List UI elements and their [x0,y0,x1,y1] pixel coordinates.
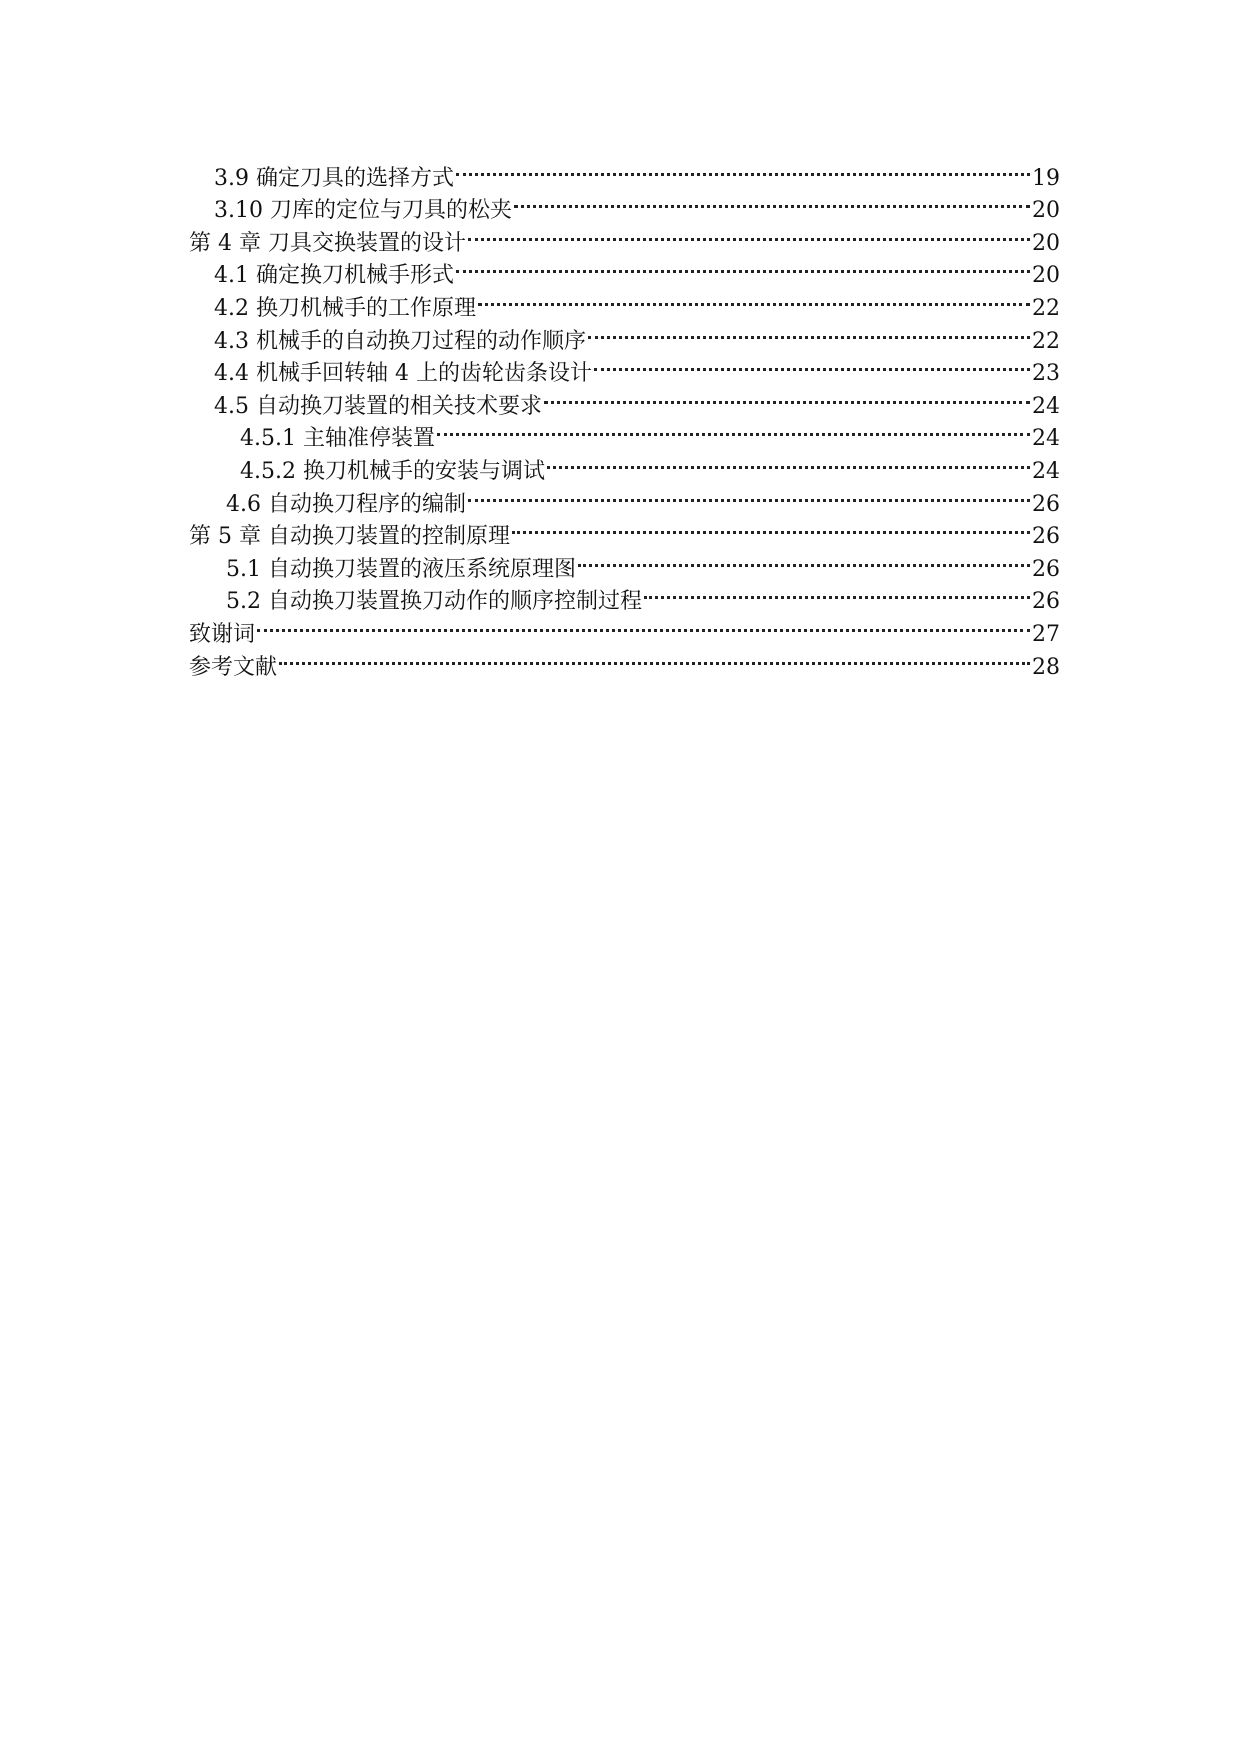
toc-entry-page: 28 [1032,654,1060,680]
toc-leader-dots [512,511,1030,544]
toc-entry-title: 致谢词 [189,621,256,647]
toc-entry-title: 4.5.2 换刀机械手的安装与调试 [240,458,545,484]
toc-entry-title: 第 5 章 自动换刀装置的控制原理 [189,524,510,550]
toc-entry-page: 26 [1032,524,1060,550]
toc-entry-title: 4.6 自动换刀程序的编制 [226,491,466,517]
toc-entry-page: 26 [1032,491,1060,517]
toc-entry-page: 26 [1032,556,1060,582]
toc-entry-title: 4.1 确定换刀机械手形式 [214,263,454,289]
toc-entry-title: 4.5 自动换刀装置的相关技术要求 [214,393,542,419]
toc-entry-title: 3.9 确定刀具的选择方式 [214,165,454,191]
toc-entry-title: 参考文献 [189,654,278,680]
toc-leader-dots [478,282,1030,315]
toc-entry[interactable] [189,608,1060,647]
toc-leader-dots [257,608,1030,641]
toc-entry-page: 24 [1032,393,1060,419]
toc-entry-page: 22 [1032,328,1060,354]
toc-entry-title: 4.2 换刀机械手的工作原理 [214,295,476,321]
toc-entry-page: 20 [1032,230,1060,256]
toc-entry-page: 24 [1032,426,1060,452]
toc-entry-title: 4.4 机械手回转轴 4 上的齿轮齿条设计 [214,361,592,387]
toc-entry-title: 4.3 机械手的自动换刀过程的动作顺序 [214,328,586,354]
toc-entry-page: 19 [1032,165,1060,191]
toc-leader-dots [279,641,1030,674]
toc-entry-title: 3.10 刀库的定位与刀具的松夹 [214,198,512,224]
toc-entry[interactable] [189,641,1060,680]
toc-entry-title: 5.1 自动换刀装置的液压系统原理图 [226,556,576,582]
toc-entry-title: 5.2 自动换刀装置换刀动作的顺序控制过程 [226,589,642,615]
toc-entry-page: 23 [1032,361,1060,387]
toc-entry-page: 20 [1032,263,1060,289]
toc-leader-dots [468,217,1030,250]
toc-leader-dots [456,152,1030,185]
toc-entry-title: 第 4 章 刀具交换装置的设计 [189,230,466,256]
toc-entry-page: 26 [1032,589,1060,615]
toc-entry-page: 22 [1032,295,1060,321]
toc-leader-dots [437,413,1030,446]
toc-entry-page: 20 [1032,198,1060,224]
toc-entry-page: 27 [1032,621,1060,647]
toc-leader-dots [468,478,1030,511]
table-of-contents [189,152,1060,680]
toc-leader-dots [547,445,1030,478]
toc-leader-dots [588,315,1030,348]
toc-leader-dots [644,576,1030,609]
toc-leader-dots [514,185,1030,218]
toc-leader-dots [456,250,1030,283]
toc-leader-dots [544,380,1030,413]
toc-entry-page: 24 [1032,458,1060,484]
toc-entry[interactable] [189,152,1060,191]
toc-leader-dots [594,348,1030,381]
toc-leader-dots [578,543,1030,576]
toc-entry-title: 4.5.1 主轴准停装置 [240,426,435,452]
